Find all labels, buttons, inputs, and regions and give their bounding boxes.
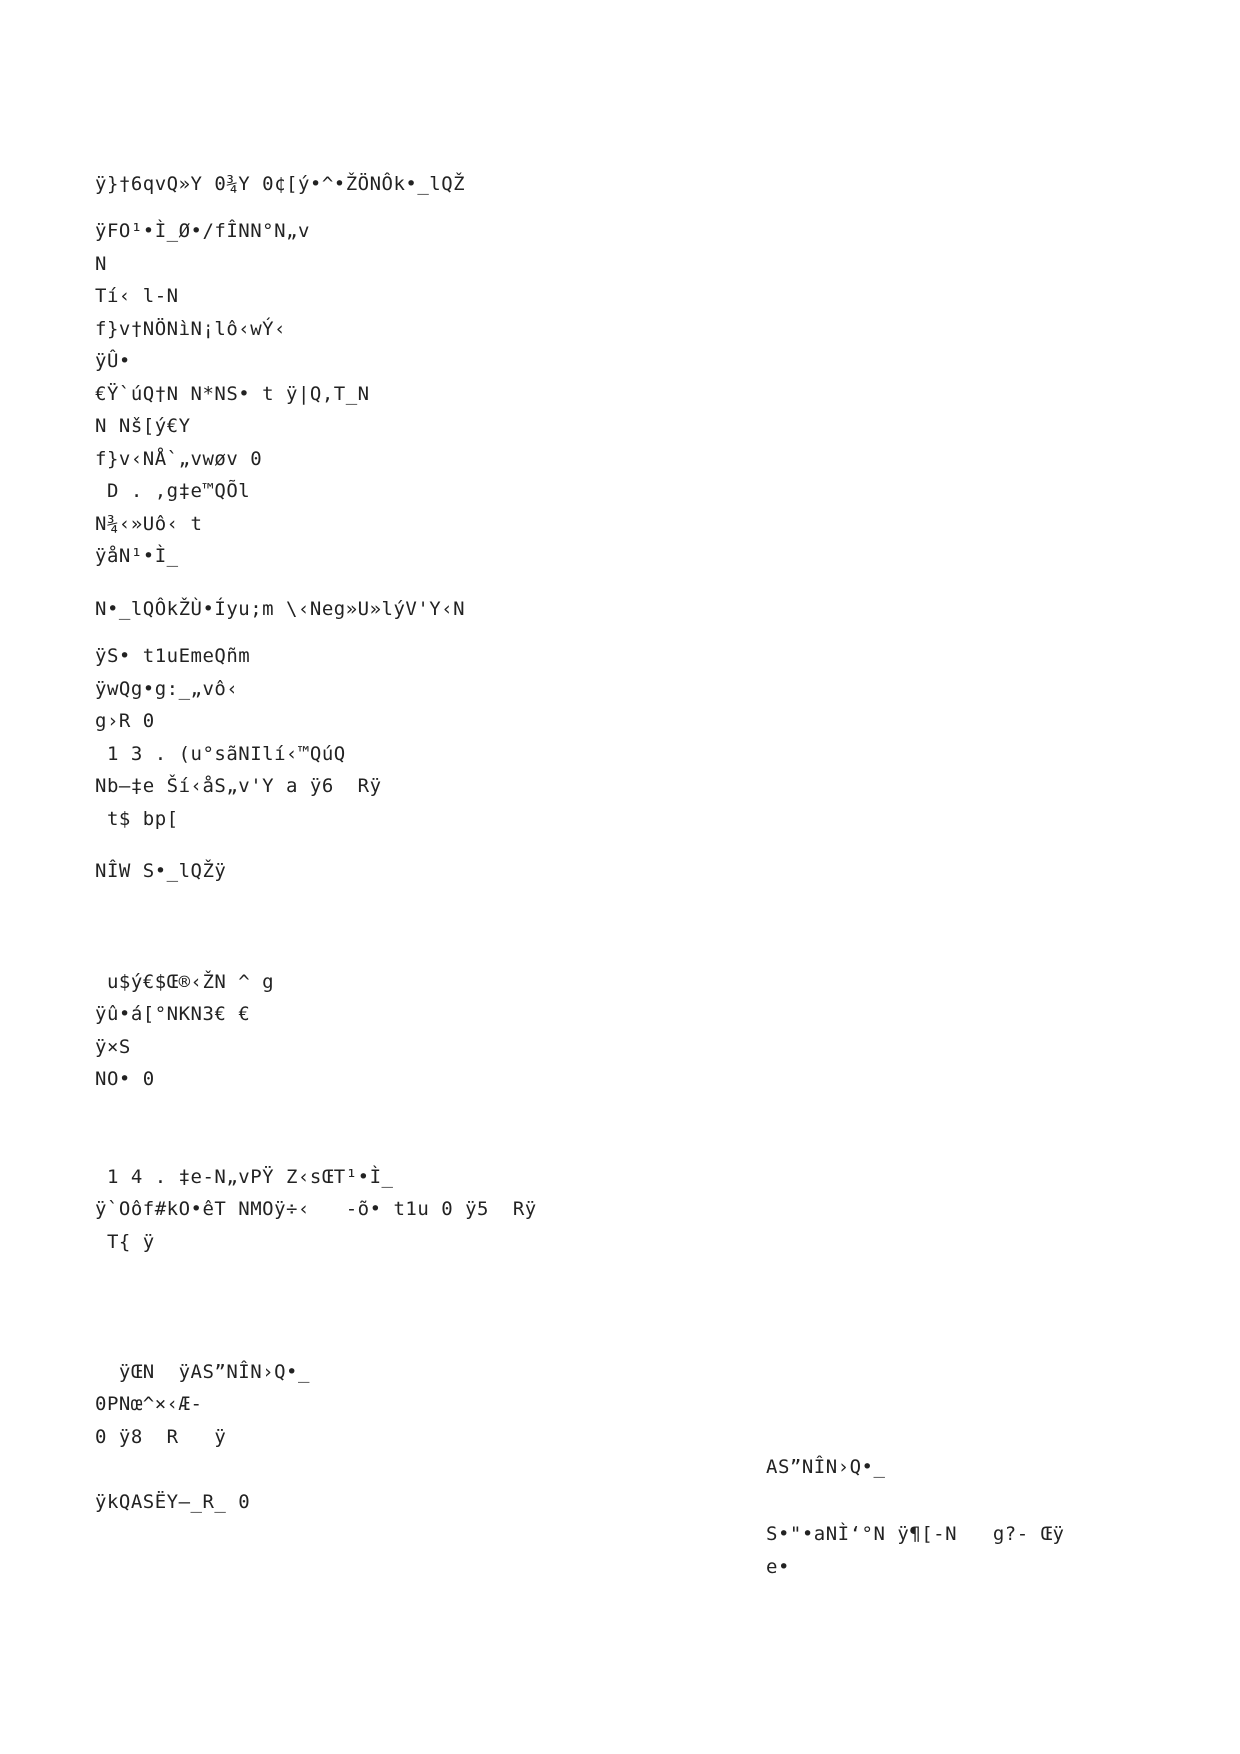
right-text-line: e• <box>766 1556 790 1578</box>
text-line: NÎW S•_lQŽÿ <box>95 860 227 882</box>
text-line: t$ bp[ <box>95 808 179 830</box>
text-line: D . ,g‡e™QÕl <box>95 480 251 502</box>
text-line: €Ÿ`úQ†N N*NS• t ÿ|Q,T_N <box>95 383 370 405</box>
text-line: ÿS• t1uEmeQñm <box>95 645 251 667</box>
text-line: Tí‹ l-N <box>95 285 179 307</box>
right-text-line: S•"•aNÌ‘°N ÿ¶[-N g?- Œÿ <box>766 1523 1065 1545</box>
text-line: f}v‹NÅ`„vwøv 0 <box>95 448 263 470</box>
text-line: Nb—‡e Ší‹åS„v'Y a ÿ6 Rÿ <box>95 775 382 797</box>
text-line: 0 ÿ8 R ÿ <box>95 1426 227 1448</box>
text-line: NO• 0 <box>95 1068 155 1090</box>
text-line: ÿ×S <box>95 1036 131 1058</box>
text-line: ÿŒN ÿAS”NÎN›Q•_ <box>95 1361 310 1383</box>
text-line: 1 4 . ‡e-N„vPŸ Z‹sŒT¹•Ì_ <box>95 1166 394 1188</box>
text-line: N¾‹»Uô‹ t <box>95 513 203 535</box>
text-line: ÿwQg•g:_„vô‹ <box>95 678 239 700</box>
text-line: ÿFO¹•Ì_Ø•/fÎNN°N„v <box>95 220 310 242</box>
text-line: N Nš[ý€Y <box>95 415 191 437</box>
text-line: ÿ}†6qvQ»Y 0¾Y 0¢[ý•^•ŽÖNÔk•_lQŽ <box>95 173 466 195</box>
text-line: g›R 0 <box>95 710 155 732</box>
text-line: f}v†NÖNìN¡lô‹wÝ‹ <box>95 318 287 340</box>
text-line: ÿkQASËY—_R_ 0 <box>95 1491 251 1513</box>
text-line: N•_lQÔkŽÙ•Íyu;m \‹Neg»U»lýV'Y‹N <box>95 598 466 620</box>
text-line: N <box>95 253 107 275</box>
text-line: 0PNœ^×‹Æ- <box>95 1393 203 1415</box>
text-line: ÿåN¹•Ì_ <box>95 545 179 567</box>
text-line: ÿ`Oôf#kO•êT NMOÿ÷‹ -õ• t1u 0 ÿ5 Rÿ <box>95 1198 537 1220</box>
text-line: ÿû•á[°NKN3€ € <box>95 1003 251 1025</box>
right-text-line: AS”NÎN›Q•_ <box>766 1456 886 1478</box>
text-line: T{ ÿ <box>95 1231 155 1253</box>
text-line: ÿÛ• <box>95 350 131 372</box>
text-line: 1 3 . (u°sãNIlí‹™QúQ <box>95 743 346 765</box>
text-line: u$ý€$Œ®‹ŽN ^ g <box>95 971 275 993</box>
